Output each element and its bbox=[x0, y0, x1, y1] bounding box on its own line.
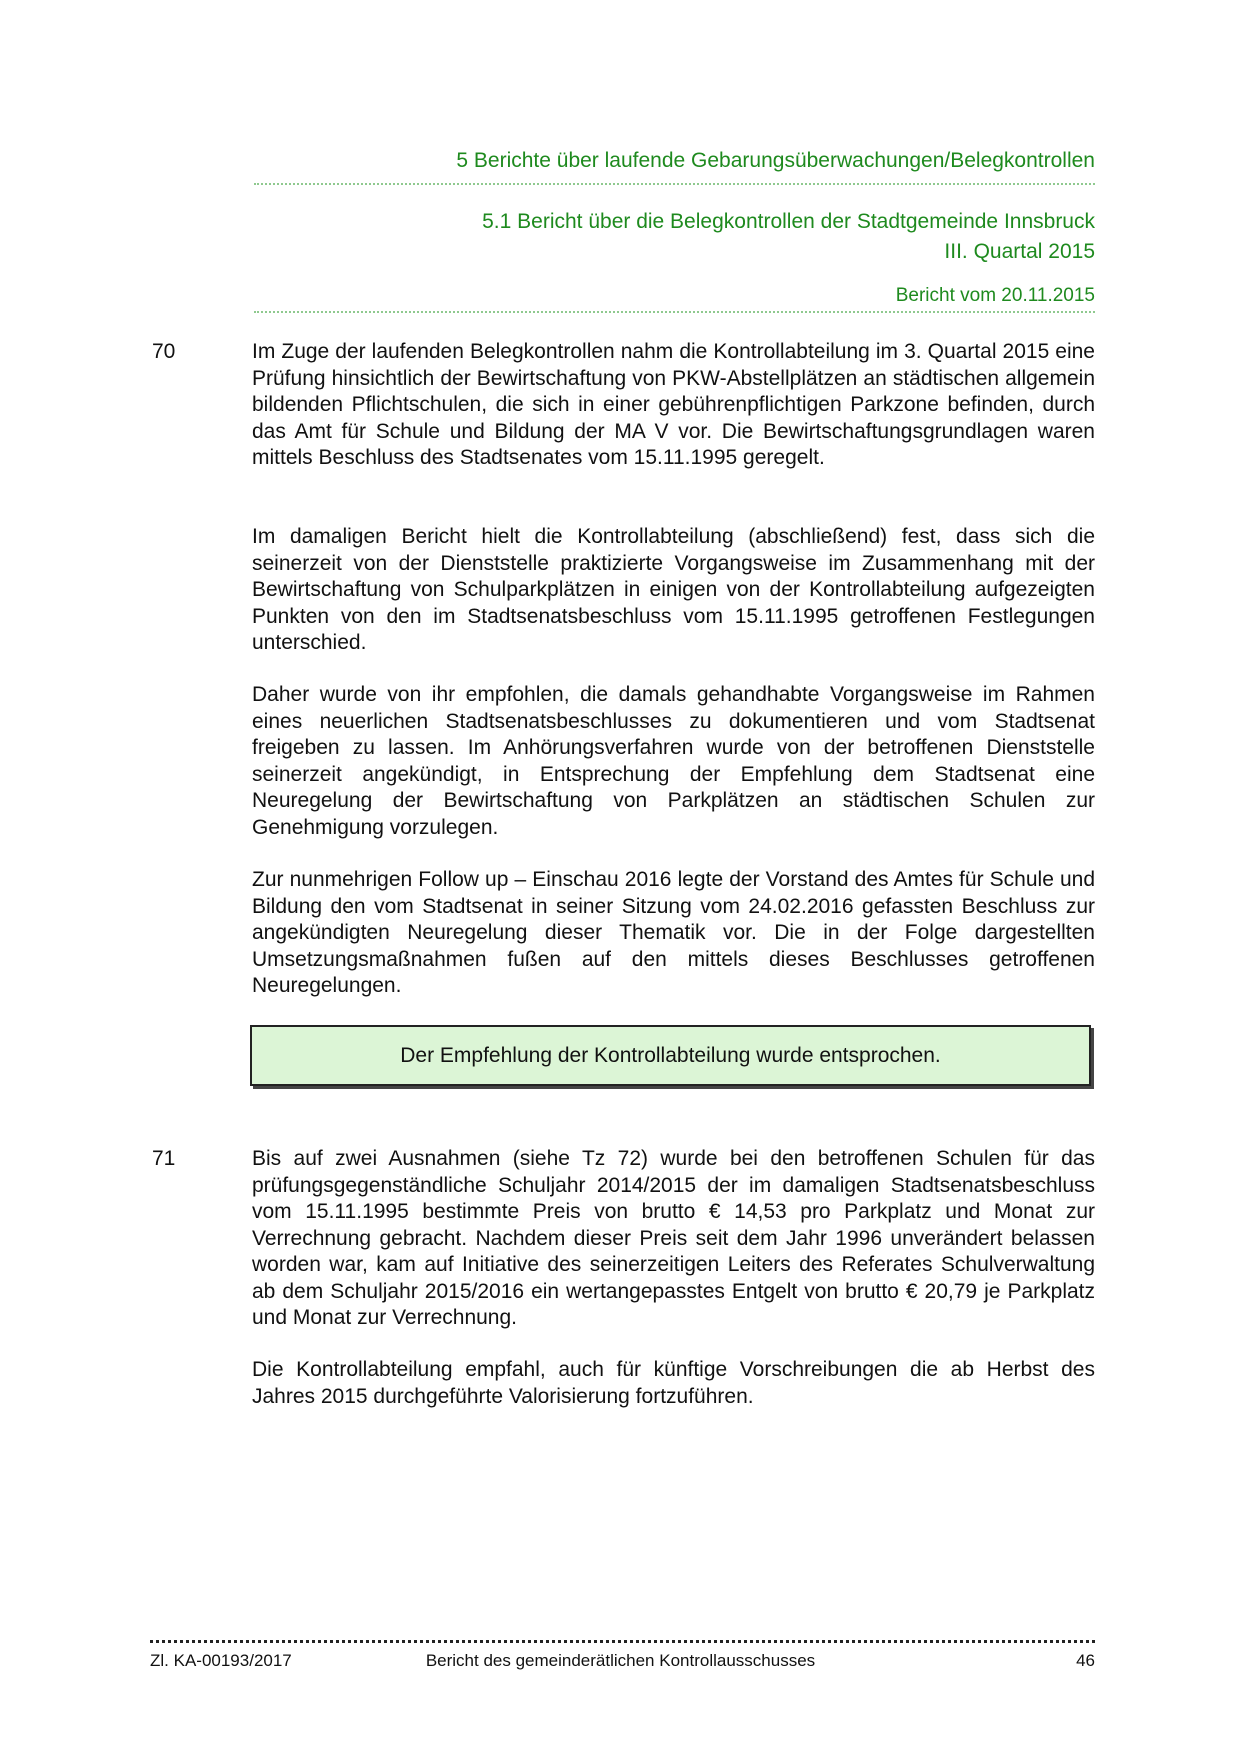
paragraph-number: 71 bbox=[152, 1147, 176, 1170]
report-date: Bericht vom 20.11.2015 bbox=[895, 285, 1095, 306]
paragraph-number: 70 bbox=[152, 340, 176, 363]
body-paragraph: Daher wurde von ihr empfohlen, die damals gehandhabte Vorgangsweise im Rahmen eines neuerlichen Stadtsenatsbeschlusses zu dokumentieren und vom Stadtsenat freigeben zu lassen. Im Anhörungsverfahren wurde von der betroffenen Dienststelle seinerzeit angekündigt, in Entsprechung der Empfehlung dem Stadtsenat eine Neuregelung der Bewirtschaftung von Parkplätzen an städtischen Schulen zur Genehmigung vorzulegen. bbox=[252, 683, 1095, 839]
body-paragraph: Im damaligen Bericht hielt die Kontrollabteilung (abschließend) fest, dass sich die seinerzeit von der Dienststelle praktizierte Vorgangsweise im Zusammenhang mit der Bewirtschaftung von Schulparkplätzen in einigen von der Kontrollabteilung aufgezeigten Punkten von den im Stadtsenatsbeschluss vom 15.11.1995 getroffenen Festlegungen unterschied. bbox=[252, 525, 1095, 654]
result-box bbox=[250, 1025, 1091, 1086]
body-paragraph: Im Zuge der laufenden Belegkontrollen nahm die Kontrollabteilung im 3. Quartal 2015 eine Prüfung hinsichtlich der Bewirtschaftung von PKW-Abstellplätzen an städtischen allgemein bildenden Pflichtschulen, die sich in einer gebührenpflichtigen Parkzone befinden, durch das Amt für Schule und Bildung der MA V vor. Die Bewirtschaftungsgrundlagen waren mittels Beschluss des Stadtsenates vom 15.11.1995 geregelt. bbox=[252, 340, 1095, 469]
result-text: Der Empfehlung der Kontrollabteilung wurde entsprochen. bbox=[400, 1043, 941, 1067]
footer-reference: Zl. KA-00193/2017 bbox=[150, 1651, 292, 1670]
footer-title: Bericht des gemeinderätlichen Kontrollausschusses bbox=[425, 1651, 816, 1670]
body-paragraph: Die Kontrollabteilung empfahl, auch für künftige Vorschreibungen die ab Herbst des Jahres 2015 durchgeführte Valorisierung fortzuführen. bbox=[252, 1358, 1095, 1408]
quarter-heading: III. Quartal 2015 bbox=[944, 240, 1095, 263]
body-paragraph: Bis auf zwei Ausnahmen (siehe Tz 72) wurde bei den betroffenen Schulen für das prüfungsgegenständliche Schuljahr 2014/2015 der im damaligen Stadtsenatsbeschluss vom 15.11.1995 bestimmte Preis von brutto € 14,53 pro Parkplatz und Monat zur Verrechnung gebracht. Nachdem dieser Preis seit dem Jahr 1996 unverändert belassen worden war, kam auf Initiative des seinerzeitigen Leiters des Referates Schulverwaltung ab dem Schuljahr 2015/2016 ein wertangepasstes Entgelt von brutto € 20,79 je Parkplatz und Monat zur Verrechnung. bbox=[252, 1147, 1095, 1329]
page-number: 46 bbox=[1076, 1651, 1095, 1670]
footer-divider bbox=[150, 1640, 1095, 1643]
body-paragraph: Zur nunmehrigen Follow up – Einschau 2016 legte der Vorstand des Amtes für Schule und Bildung den vom Stadtsenat in seiner Sitzung vom 24.02.2016 gefassten Beschluss zur angekündigten Neuregelung dieser Thematik vor. Die in der Folge dargestellten Umsetzungsmaßnahmen fußen auf den mittels dieses Beschlusses getroffenen Neuregelungen. bbox=[252, 868, 1095, 997]
header-divider bbox=[254, 311, 1095, 313]
section-heading: 5.1 Bericht über die Belegkontrollen der Stadtgemeinde Innsbruck bbox=[482, 210, 1095, 233]
header-divider bbox=[254, 183, 1095, 185]
chapter-heading: 5 Berichte über laufende Gebarungsüberwachungen/Belegkontrollen bbox=[456, 149, 1095, 172]
